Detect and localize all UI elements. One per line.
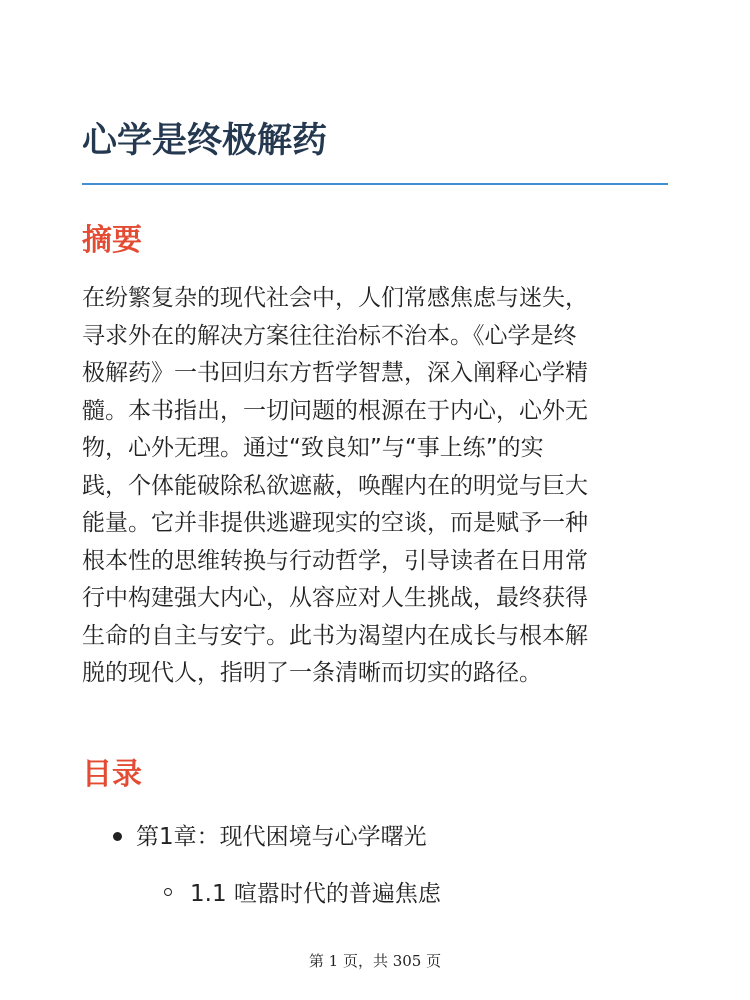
title-divider [82, 183, 668, 185]
abstract-paragraph [82, 280, 672, 693]
abstract-line: 根本性的思维转换与行动哲学，引导读者在日用常 [82, 547, 588, 574]
abstract-line: 脱的现代人，指明了一条清晰而切实的路径。 [82, 660, 542, 686]
abstract-line: 生命的自主与安宁。此书为渴望内在成长与根本解 [82, 622, 588, 649]
page-footer: 第 1 页，共 305 页 [308, 952, 442, 970]
abstract-line: 寻求外在的解决方案往往治标不治本。《心学是终 [82, 322, 577, 349]
abstract-heading: 摘要 [82, 223, 142, 258]
abstract-line: 行中构建强大内心，从容应对人生挑战，最终获得 [82, 585, 588, 611]
document-title: 心学是终极解药 [82, 121, 328, 161]
bullet-circle-icon [164, 888, 172, 896]
abstract-line: 在纷繁复杂的现代社会中，人们常感焦虑与迷失， [82, 285, 588, 311]
abstract-line: 物，心外无理。通过“致良知”与“事上练”的实 [82, 435, 544, 461]
toc-chapter-item[interactable]: 第1章：现代困境与心学曙光 [136, 824, 427, 850]
abstract-line: 能量。它并非提供逃避现实的空谈，而是赋予一种 [82, 510, 588, 536]
toc-section-item[interactable]: 1.1 喧嚣时代的普遍焦虑 [190, 881, 441, 907]
abstract-line: 极解药》一书回归东方哲学智慧，深入阐释心学精 [82, 360, 588, 386]
abstract-line: 髓。本书指出，一切问题的根源在于内心，心外无 [82, 397, 588, 424]
abstract-line: 践，个体能破除私欲遮蔽，唤醒内在的明觉与巨大 [82, 472, 588, 499]
toc-heading: 目录 [82, 757, 142, 792]
bullet-dot-icon [113, 832, 122, 841]
